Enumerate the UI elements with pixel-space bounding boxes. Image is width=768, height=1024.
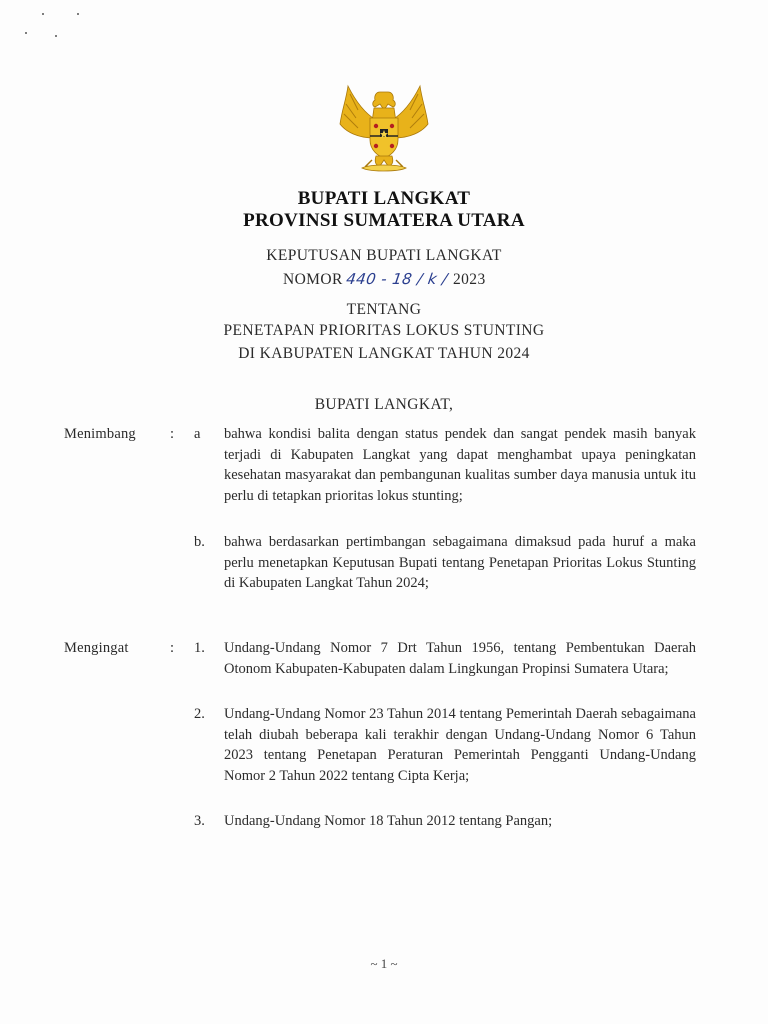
mengingat-colon: : [170, 640, 175, 656]
decree-title: KEPUTUSAN BUPATI LANGKAT [266, 247, 502, 264]
mengingat-marker-1: 1. [194, 640, 205, 656]
mengingat-item-2: Undang-Undang Nomor 23 Tahun 2014 tentang Pemerintah Daerah sebagaimana telah diubah beberapa kali terakhir dengan Undang-Undang Nomor 6 Tahun 2023 tentang Penetapan Peraturan Pemerintah Pengganti Undang-Undang Nomor 2 Tahun 2022 tentang Cipta Kerja; [224, 706, 696, 784]
decree-year: 2023 [453, 271, 486, 288]
mengingat-marker-2: 2. [194, 706, 205, 722]
subject-line-1: PENETAPAN PRIORITAS LOKUS STUNTING [223, 322, 545, 339]
handwritten-number: 440 - 18 / k / [345, 270, 449, 288]
mengingat-item-1: Undang-Undang Nomor 7 Drt Tahun 1956, tentang Pembentukan Daerah Otonom Kabupaten-Kabupaten dalam Lingkungan Propinsi Sumatera Utara; [224, 640, 696, 677]
mengingat-item-3: Undang-Undang Nomor 18 Tahun 2012 tentang Pangan; [224, 813, 553, 829]
menimbang-marker-b: b. [194, 534, 205, 550]
scan-speck [77, 13, 79, 15]
menimbang-item-b: bahwa berdasarkan pertimbangan sebagaimana dimaksud pada huruf a maka perlu menetapkan Keputusan Bupati tentang Penetapan Prioritas Lokus Stunting di Kabupaten Langkat Tahun 2024; [224, 534, 696, 592]
header-line-2: PROVINSI SUMATERA UTARA [243, 210, 525, 231]
decree-number-row [283, 270, 486, 289]
menimbang-label: Menimbang [64, 426, 136, 442]
scan-speck [55, 35, 57, 37]
subject-line-2: DI KABUPATEN LANGKAT TAHUN 2024 [238, 345, 530, 362]
menimbang-marker-a: a [194, 426, 201, 442]
header-line-1: BUPATI LANGKAT [297, 188, 471, 209]
menimbang-colon: : [170, 426, 175, 442]
decree-number-label: NOMOR [283, 271, 343, 288]
garuda-emblem [336, 80, 432, 176]
mengingat-label: Mengingat [64, 640, 129, 656]
issuer-heading: BUPATI LANGKAT, [314, 396, 454, 413]
scan-speck [25, 32, 27, 34]
page-number: ~ 1 ~ [370, 956, 398, 971]
scan-speck [42, 13, 44, 15]
menimbang-item-a: bahwa kondisi balita dengan status pendek dan sangat pendek masih banyak terjadi di Kabupaten Langkat yang dapat menghambat upaya peningkatan kesehatan masyarakat dan pembangunan kualitas sumber daya manusia untuk itu perlu di tetapkan prioritas lokus stunting; [224, 426, 696, 504]
tentang-heading: TENTANG [346, 301, 422, 318]
mengingat-marker-3: 3. [194, 813, 205, 829]
